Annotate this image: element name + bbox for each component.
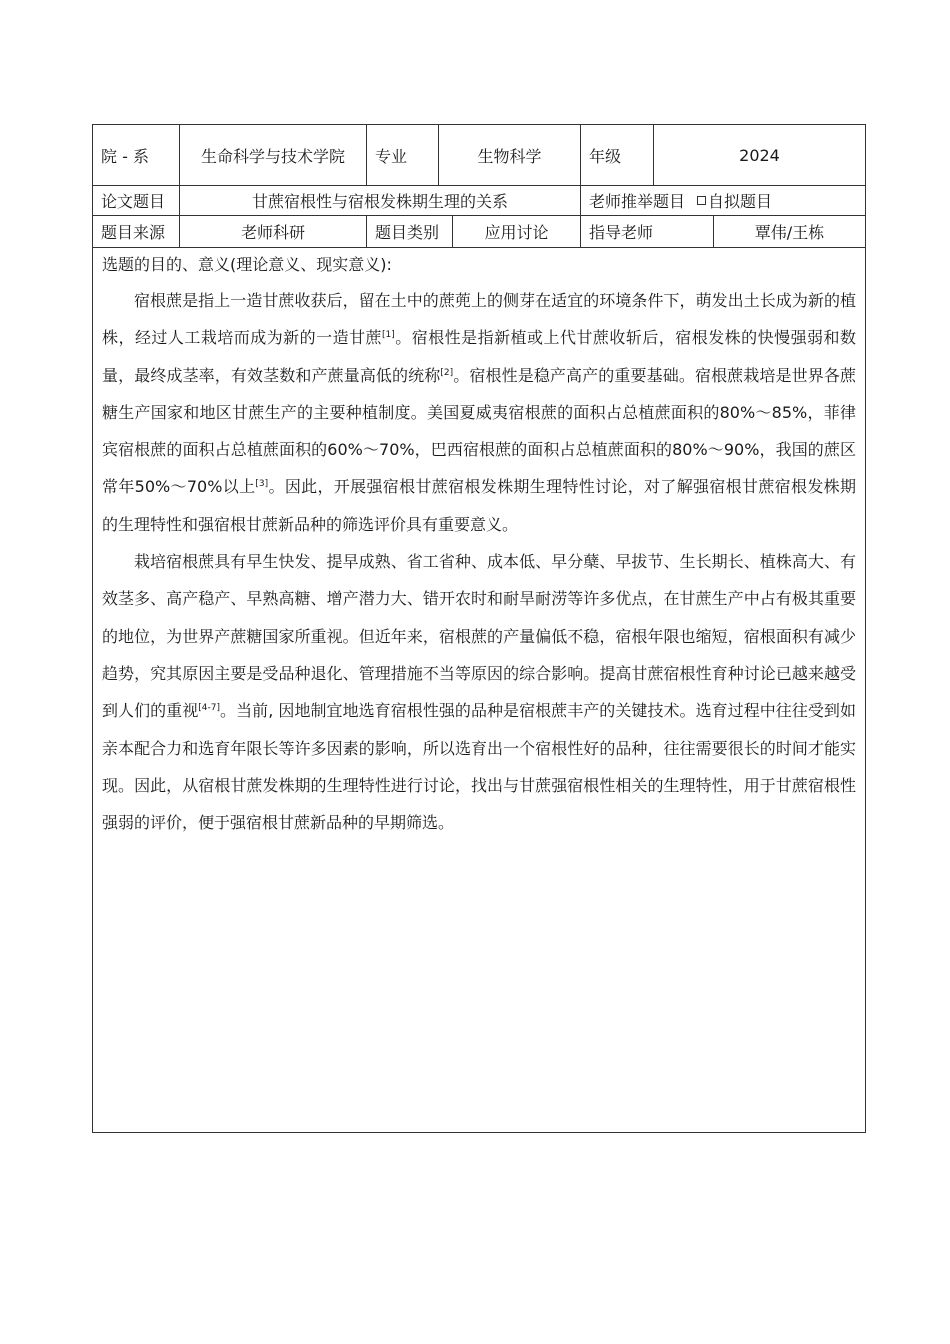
paragraph-2: 栽培宿根蔗具有早生快发、提早成熟、省工省种、成本低、早分蘖、早拔节、生长期长、植株高大、有效茎多、高产稳产、早熟高糖、增产潜力大、错开农时和耐旱耐涝等许多优点，在甘蔗生产中占有极其重要的地位，为世界产蔗糖国家所重视。但近年来，宿根蔗的产量偏低不稳，宿根年限也缩短，宿根面积有减少趋势，究其原因主要是受品种退化、管理措施不当等原因的综合影响。提高甘蔗宿根性育种讨论已越来越受到人们的重视[4-7]。当前, 因地制宜地选育宿根性强的品种是宿根蔗丰产的关键技术。选育过程中往往受到如亲本配合力和选育年限长等许多因素的影响，所以选育出一个宿根性好的品种，往往需要很长的时间才能实现。因此，从宿根甘蔗发株期的生理特性进行讨论，找出与甘蔗强宿根性相关的生理特性，用于甘蔗宿根性强弱的评价，便于强宿根甘蔗新品种的早期筛选。 bbox=[102, 552, 856, 833]
topic-options bbox=[580, 186, 865, 215]
type-label: 题目类别 bbox=[366, 216, 452, 247]
source-value: 老师科研 bbox=[179, 216, 366, 247]
self-topic-checkbox[interactable] bbox=[697, 196, 706, 205]
section-heading: 选题的目的、意义(理论意义、现实意义): bbox=[102, 255, 392, 274]
topic-label: 论文题目 bbox=[101, 192, 166, 211]
citation: [3] bbox=[255, 479, 269, 490]
major-value: 生物科学 bbox=[438, 125, 580, 185]
citation: [2] bbox=[440, 367, 454, 378]
proposal-form bbox=[92, 124, 866, 1133]
option-self-label: 自拟题目 bbox=[708, 192, 773, 211]
citation: [1] bbox=[382, 330, 395, 341]
source-label: 题目来源 bbox=[101, 223, 166, 242]
advisor-value: 覃伟/王栋 bbox=[713, 216, 865, 247]
dept-label: 院 - 系 bbox=[101, 146, 149, 166]
dept-value: 生命科学与技术学院 bbox=[179, 125, 366, 185]
type-value: 应用讨论 bbox=[452, 216, 580, 247]
option-teacher-label: 老师推举题目 bbox=[589, 192, 686, 211]
topic-value: 甘蔗宿根性与宿根发株期生理的关系 bbox=[179, 186, 580, 215]
paragraph-1: 宿根蔗是指上一造甘蔗收获后，留在土中的蔗蔸上的侧芽在适宜的环境条件下，萌发出土长成为新的植株，经过人工栽培而成为新的一造甘蔗[1]。宿根性是指新植或上代甘蔗收斩后，宿根发株的快慢强弱和数量，最终成茎率，有效茎数和产蔗量高低的统称[2]。宿根性是稳产高产的重要基础。宿根蔗栽培是世界各蔗糖生产国家和地区甘蔗生产的主要种植制度。美国夏威夷宿根蔗的面积占总植蔗面积的80%～85%，菲律宾宿根蔗的面积占总植蔗面积的60%～70%，巴西宿根蔗的面积占总植蔗面积的80%～90%，我国的蔗区常年50%～70%以上[3]。因此，开展强宿根甘蔗宿根发株期生理特性讨论，对了解强宿根甘蔗宿根发株期的生理特性和强宿根甘蔗新品种的筛选评价具有重要意义。 bbox=[102, 291, 856, 534]
topic-row bbox=[93, 186, 865, 216]
major-label: 专业 bbox=[366, 125, 438, 185]
source-row bbox=[93, 216, 865, 248]
grade-label: 年级 bbox=[580, 125, 653, 185]
header-row bbox=[93, 125, 865, 186]
citation: [4-7] bbox=[198, 703, 221, 714]
advisor-label: 指导老师 bbox=[580, 216, 713, 247]
grade-value: 2024 bbox=[653, 125, 865, 185]
content-area bbox=[93, 248, 865, 841]
